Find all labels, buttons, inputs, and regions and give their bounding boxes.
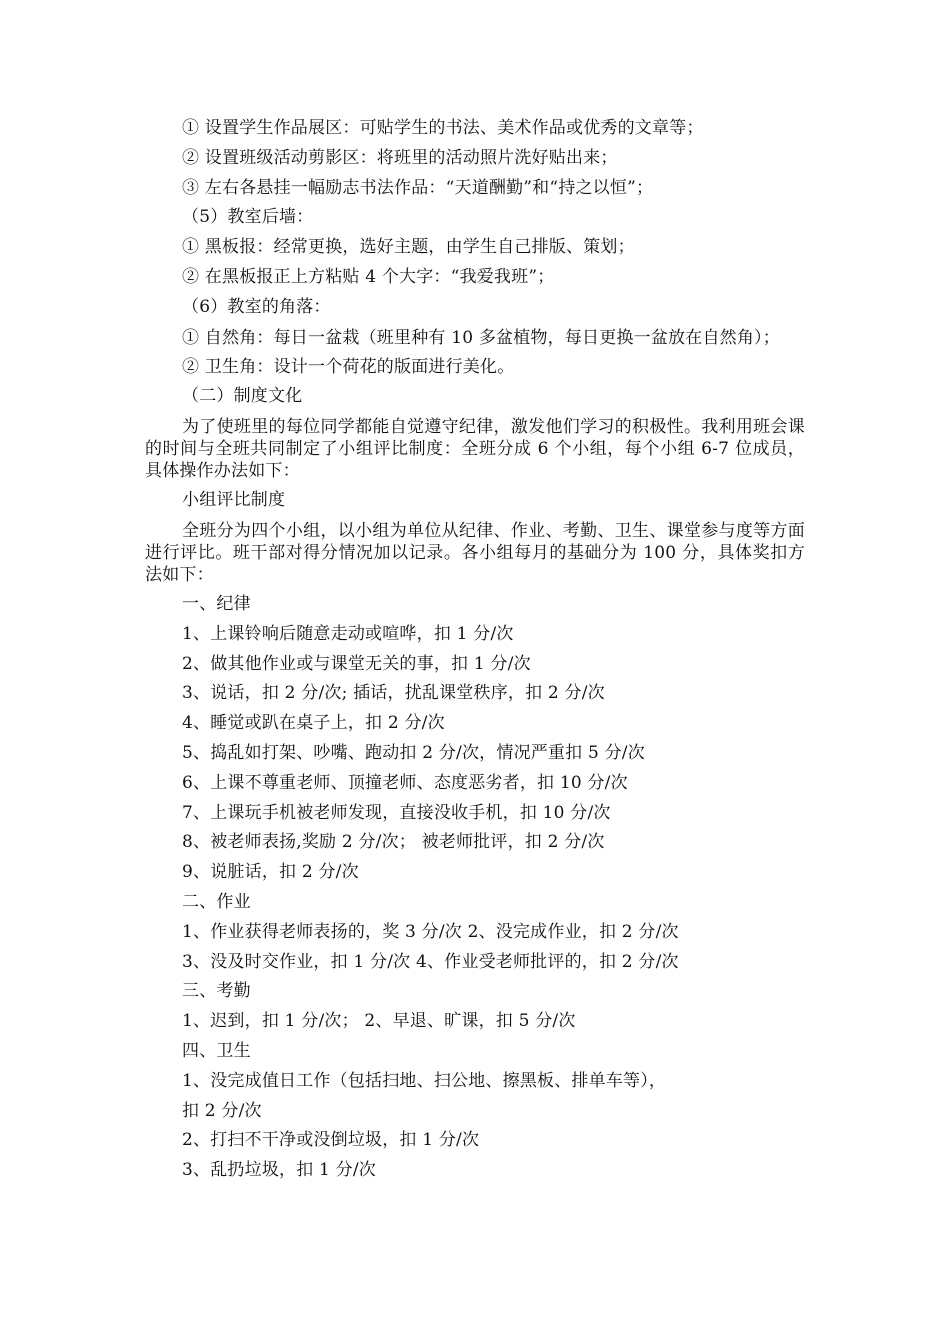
section-heading: 小组评比制度 xyxy=(182,490,286,511)
section-heading: （6）教室的角落： xyxy=(182,296,331,317)
section-heading: （5）教室后墙： xyxy=(182,207,314,228)
text-line: ① 黑板报：经常更换，选好主题，由学生自己排版、策划； xyxy=(182,237,635,258)
section-heading: （二）制度文化 xyxy=(182,386,303,407)
text-line: ② 卫生角：设计一个荷花的版面进行美化。 xyxy=(182,356,515,377)
section-heading: 三、考勤 xyxy=(182,981,251,1002)
rule-item-continuation: 扣 2 分/次 xyxy=(182,1100,262,1121)
rule-item: 6、上课不尊重老师、顶撞老师、态度恶劣者，扣 10 分/次 xyxy=(182,772,628,793)
text-line: ① 设置学生作品展区：可贴学生的书法、美术作品或优秀的文章等； xyxy=(182,118,704,138)
rule-item: 5、捣乱如打架、吵嘴、跑动扣 2 分/次，情况严重扣 5 分/次 xyxy=(182,742,645,763)
section-heading: 一、纪律 xyxy=(182,593,251,614)
text-line: ③ 左右各悬挂一幅励志书法作品：“天道酬勤”和“持之以恒”； xyxy=(182,177,654,198)
document-body xyxy=(145,114,805,1186)
text-line: ② 在黑板报正上方粘贴 4 个大字：“我爱我班”； xyxy=(182,266,555,287)
rule-item: 3、没及时交作业，扣 1 分/次 4、作业受老师批评的，扣 2 分/次 xyxy=(182,951,679,972)
text-paragraph: 全班分为四个小组，以小组为单位从纪律、作业、考勤、卫生、课堂参与度等方面进行评比。班干部对得分情况加以记录。各小组每月的基础分为 100 分，具体奖扣方法如下： xyxy=(145,520,805,585)
rule-item: 8、被老师表扬,奖励 2 分/次； 被老师批评，扣 2 分/次 xyxy=(182,832,605,853)
rule-item: 3、乱扔垃圾，扣 1 分/次 xyxy=(182,1160,376,1181)
text-paragraph: 为了使班里的每位同学都能自觉遵守纪律，激发他们学习的积极性。我利用班会课的时间与全班共同制定了小组评比制度：全班分成 6 个小组，每个小组 6-7 位成员，具体操作办法如下： xyxy=(145,417,805,482)
text-paragraph: ① 自然角：每日一盆栽（班里种有 10 多盆植物，每日更换一盆放在自然角）； xyxy=(182,327,780,348)
rule-item: 2、打扫不干净或没倒垃圾，扣 1 分/次 xyxy=(182,1130,480,1151)
text-line: ② 设置班级活动剪影区：将班里的活动照片洗好贴出来； xyxy=(182,147,618,168)
section-heading: 二、作业 xyxy=(182,891,251,912)
section-heading: 四、卫生 xyxy=(182,1040,251,1061)
rule-item: 1、迟到，扣 1 分/次； 2、早退、旷课，扣 5 分/次 xyxy=(182,1011,576,1032)
rule-item: 7、上课玩手机被老师发现，直接没收手机，扣 10 分/次 xyxy=(182,802,611,823)
rule-item: 3、说话，扣 2 分/次; 插话，扰乱课堂秩序，扣 2 分/次 xyxy=(182,683,605,704)
rule-item: 2、做其他作业或与课堂无关的事，扣 1 分/次 xyxy=(182,653,531,674)
rule-item: 9、说脏话，扣 2 分/次 xyxy=(182,862,359,883)
rule-item: 1、上课铃响后随意走动或喧哗，扣 1 分/次 xyxy=(182,623,514,644)
rule-item: 1、没完成值日工作（包括扫地、扫公地、擦黑板、排单车等）， xyxy=(182,1070,667,1091)
rule-item: 4、睡觉或趴在桌子上，扣 2 分/次 xyxy=(182,713,445,734)
rule-item: 1、作业获得老师表扬的，奖 3 分/次 2、没完成作业，扣 2 分/次 xyxy=(182,921,679,942)
